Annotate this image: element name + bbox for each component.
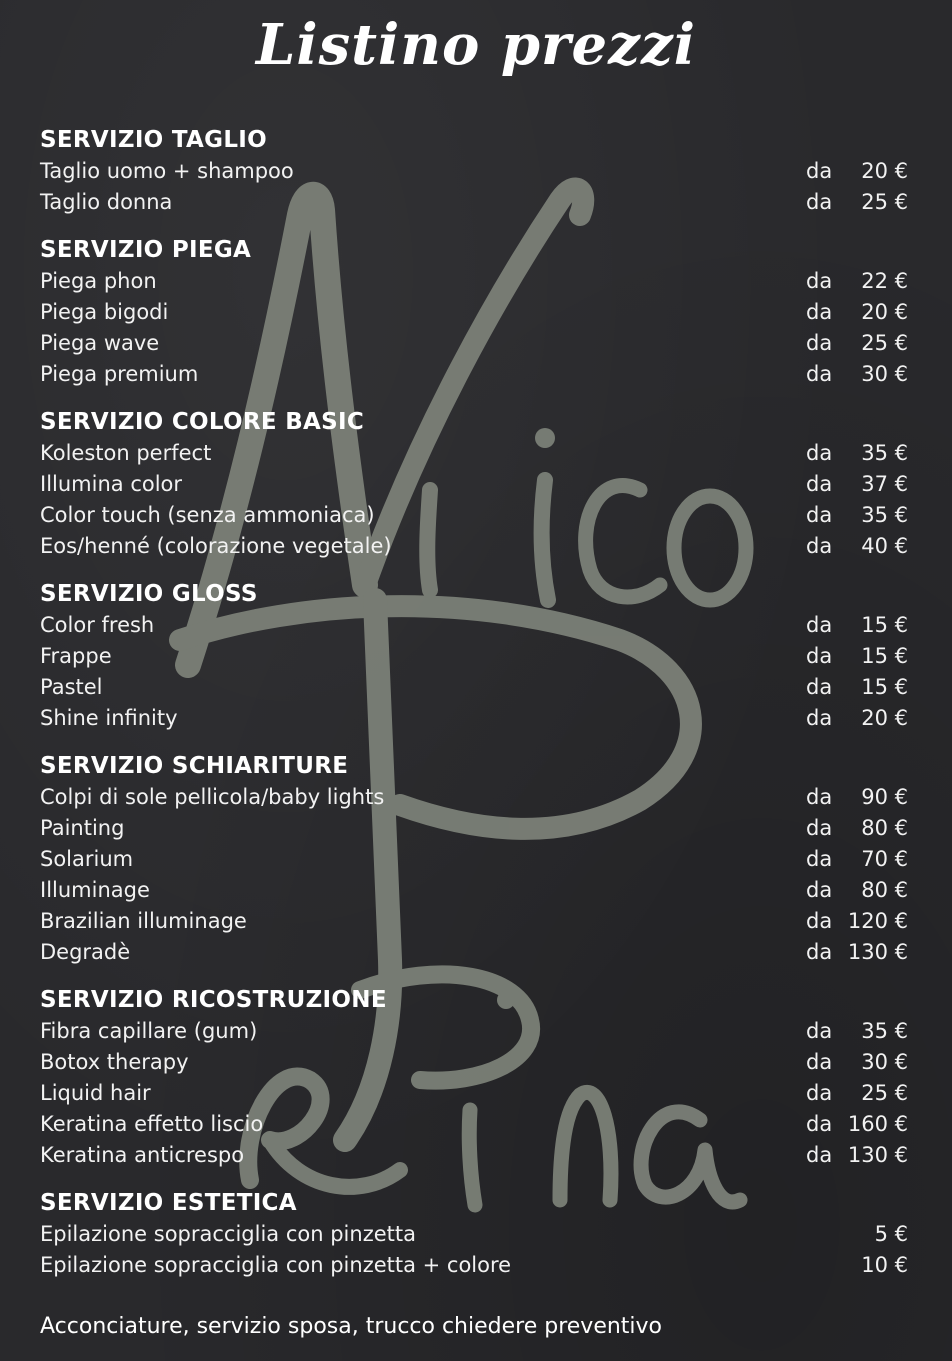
price-prefix: da — [806, 534, 833, 558]
service-price: 160 € — [847, 1112, 908, 1136]
service-price: 20 € — [861, 300, 908, 324]
price-row — [40, 844, 908, 875]
footer-note: Acconciature, servizio sposa, trucco chiedere preventivo — [40, 1314, 663, 1339]
section-spacer — [40, 218, 908, 234]
service-name: Liquid hair — [40, 1081, 151, 1105]
price-row — [40, 703, 908, 734]
price-row — [40, 438, 908, 469]
service-name: Epilazione sopracciglia con pinzetta — [40, 1222, 416, 1246]
price-prefix: da — [806, 1143, 833, 1167]
service-name: Koleston perfect — [40, 441, 212, 465]
price-row — [40, 531, 908, 562]
service-name: Solarium — [40, 847, 134, 871]
service-name: Fibra capillare (gum) — [40, 1019, 258, 1043]
price-prefix: da — [806, 816, 833, 840]
price-row — [40, 359, 908, 390]
price-row — [40, 1140, 908, 1171]
price-prefix: da — [806, 847, 833, 871]
price-row — [40, 297, 908, 328]
service-name: Color touch (senza ammoniaca) — [40, 503, 375, 527]
price-row — [40, 906, 908, 937]
price-row — [40, 266, 908, 297]
service-name: Botox therapy — [40, 1050, 189, 1074]
service-price: 80 € — [861, 878, 908, 902]
service-price: 80 € — [861, 816, 908, 840]
price-row — [40, 1047, 908, 1078]
service-price: 35 € — [861, 503, 908, 527]
price-prefix: da — [806, 1019, 833, 1043]
price-row — [40, 937, 908, 968]
price-prefix: da — [806, 503, 833, 527]
section-spacer — [40, 1171, 908, 1187]
service-name: Epilazione sopracciglia con pinzetta + colore — [40, 1253, 512, 1277]
service-price: 90 € — [861, 785, 908, 809]
service-price: 22 € — [861, 269, 908, 293]
service-name: Colpi di sole pellicola/baby lights — [40, 785, 385, 809]
service-name: Piega phon — [40, 269, 157, 293]
service-price: 20 € — [861, 706, 908, 730]
service-name: Painting — [40, 816, 125, 840]
service-name: Degradè — [40, 940, 131, 964]
section-spacer — [40, 390, 908, 406]
price-prefix: da — [806, 1081, 833, 1105]
service-name: Eos/henné (colorazione vegetale) — [40, 534, 392, 558]
page-title: Listino prezzi — [255, 12, 697, 78]
section-title: SERVIZIO SCHIARITURE — [40, 753, 349, 779]
price-prefix: da — [806, 159, 833, 183]
price-prefix: da — [806, 472, 833, 496]
service-price: 30 € — [861, 1050, 908, 1074]
section-spacer — [40, 968, 908, 984]
price-list — [40, 124, 908, 1281]
service-name: Taglio donna — [40, 190, 173, 214]
service-price: 40 € — [861, 534, 908, 558]
price-prefix: da — [806, 362, 833, 386]
section-title: SERVIZIO RICOSTRUZIONE — [40, 987, 387, 1013]
service-name: Color fresh — [40, 613, 155, 637]
section-title: SERVIZIO GLOSS — [40, 581, 258, 607]
service-name: Pastel — [40, 675, 103, 699]
service-name: Keratina effetto liscio — [40, 1112, 264, 1136]
service-name: Piega wave — [40, 331, 160, 355]
price-row — [40, 610, 908, 641]
service-name: Brazilian illuminage — [40, 909, 247, 933]
price-prefix: da — [806, 878, 833, 902]
price-prefix: da — [806, 331, 833, 355]
price-row — [40, 1250, 908, 1281]
service-price: 120 € — [847, 909, 908, 933]
price-row — [40, 187, 908, 218]
service-price: 15 € — [861, 675, 908, 699]
price-row — [40, 875, 908, 906]
price-prefix: da — [806, 940, 833, 964]
service-price: 30 € — [861, 362, 908, 386]
service-name: Illumina color — [40, 472, 183, 496]
price-prefix: da — [806, 300, 833, 324]
service-price: 5 € — [874, 1222, 908, 1246]
price-row — [40, 500, 908, 531]
section-spacer — [40, 734, 908, 750]
service-name: Piega bigodi — [40, 300, 169, 324]
price-prefix: da — [806, 269, 833, 293]
service-price: 130 € — [847, 1143, 908, 1167]
section-title: SERVIZIO PIEGA — [40, 237, 252, 263]
service-name: Shine infinity — [40, 706, 178, 730]
service-name: Piega premium — [40, 362, 199, 386]
service-price: 15 € — [861, 613, 908, 637]
price-row — [40, 782, 908, 813]
price-prefix: da — [806, 1050, 833, 1074]
price-prefix: da — [806, 190, 833, 214]
price-row — [40, 813, 908, 844]
section-title: SERVIZIO ESTETICA — [40, 1190, 297, 1216]
service-price: 20 € — [861, 159, 908, 183]
service-price: 130 € — [847, 940, 908, 964]
price-row — [40, 156, 908, 187]
price-row — [40, 641, 908, 672]
service-name: Taglio uomo + shampoo — [40, 159, 294, 183]
price-row — [40, 469, 908, 500]
service-name: Keratina anticrespo — [40, 1143, 245, 1167]
section-title: SERVIZIO TAGLIO — [40, 127, 267, 153]
service-price: 15 € — [861, 644, 908, 668]
service-price: 25 € — [861, 1081, 908, 1105]
service-price: 35 € — [861, 441, 908, 465]
price-row — [40, 1219, 908, 1250]
service-name: Frappe — [40, 644, 112, 668]
price-prefix: da — [806, 644, 833, 668]
service-name: Illuminage — [40, 878, 150, 902]
service-price: 25 € — [861, 331, 908, 355]
price-prefix: da — [806, 785, 833, 809]
section-title: SERVIZIO COLORE BASIC — [40, 409, 365, 435]
service-price: 35 € — [861, 1019, 908, 1043]
section-spacer — [40, 562, 908, 578]
price-prefix: da — [806, 1112, 833, 1136]
price-prefix: da — [806, 675, 833, 699]
price-row — [40, 1016, 908, 1047]
service-price: 70 € — [861, 847, 908, 871]
price-row — [40, 328, 908, 359]
service-price: 37 € — [861, 472, 908, 496]
price-prefix: da — [806, 613, 833, 637]
price-row — [40, 1078, 908, 1109]
price-row — [40, 1109, 908, 1140]
price-prefix: da — [806, 706, 833, 730]
service-price: 25 € — [861, 190, 908, 214]
price-prefix: da — [806, 909, 833, 933]
price-row — [40, 672, 908, 703]
service-price: 10 € — [861, 1253, 908, 1277]
price-prefix: da — [806, 441, 833, 465]
